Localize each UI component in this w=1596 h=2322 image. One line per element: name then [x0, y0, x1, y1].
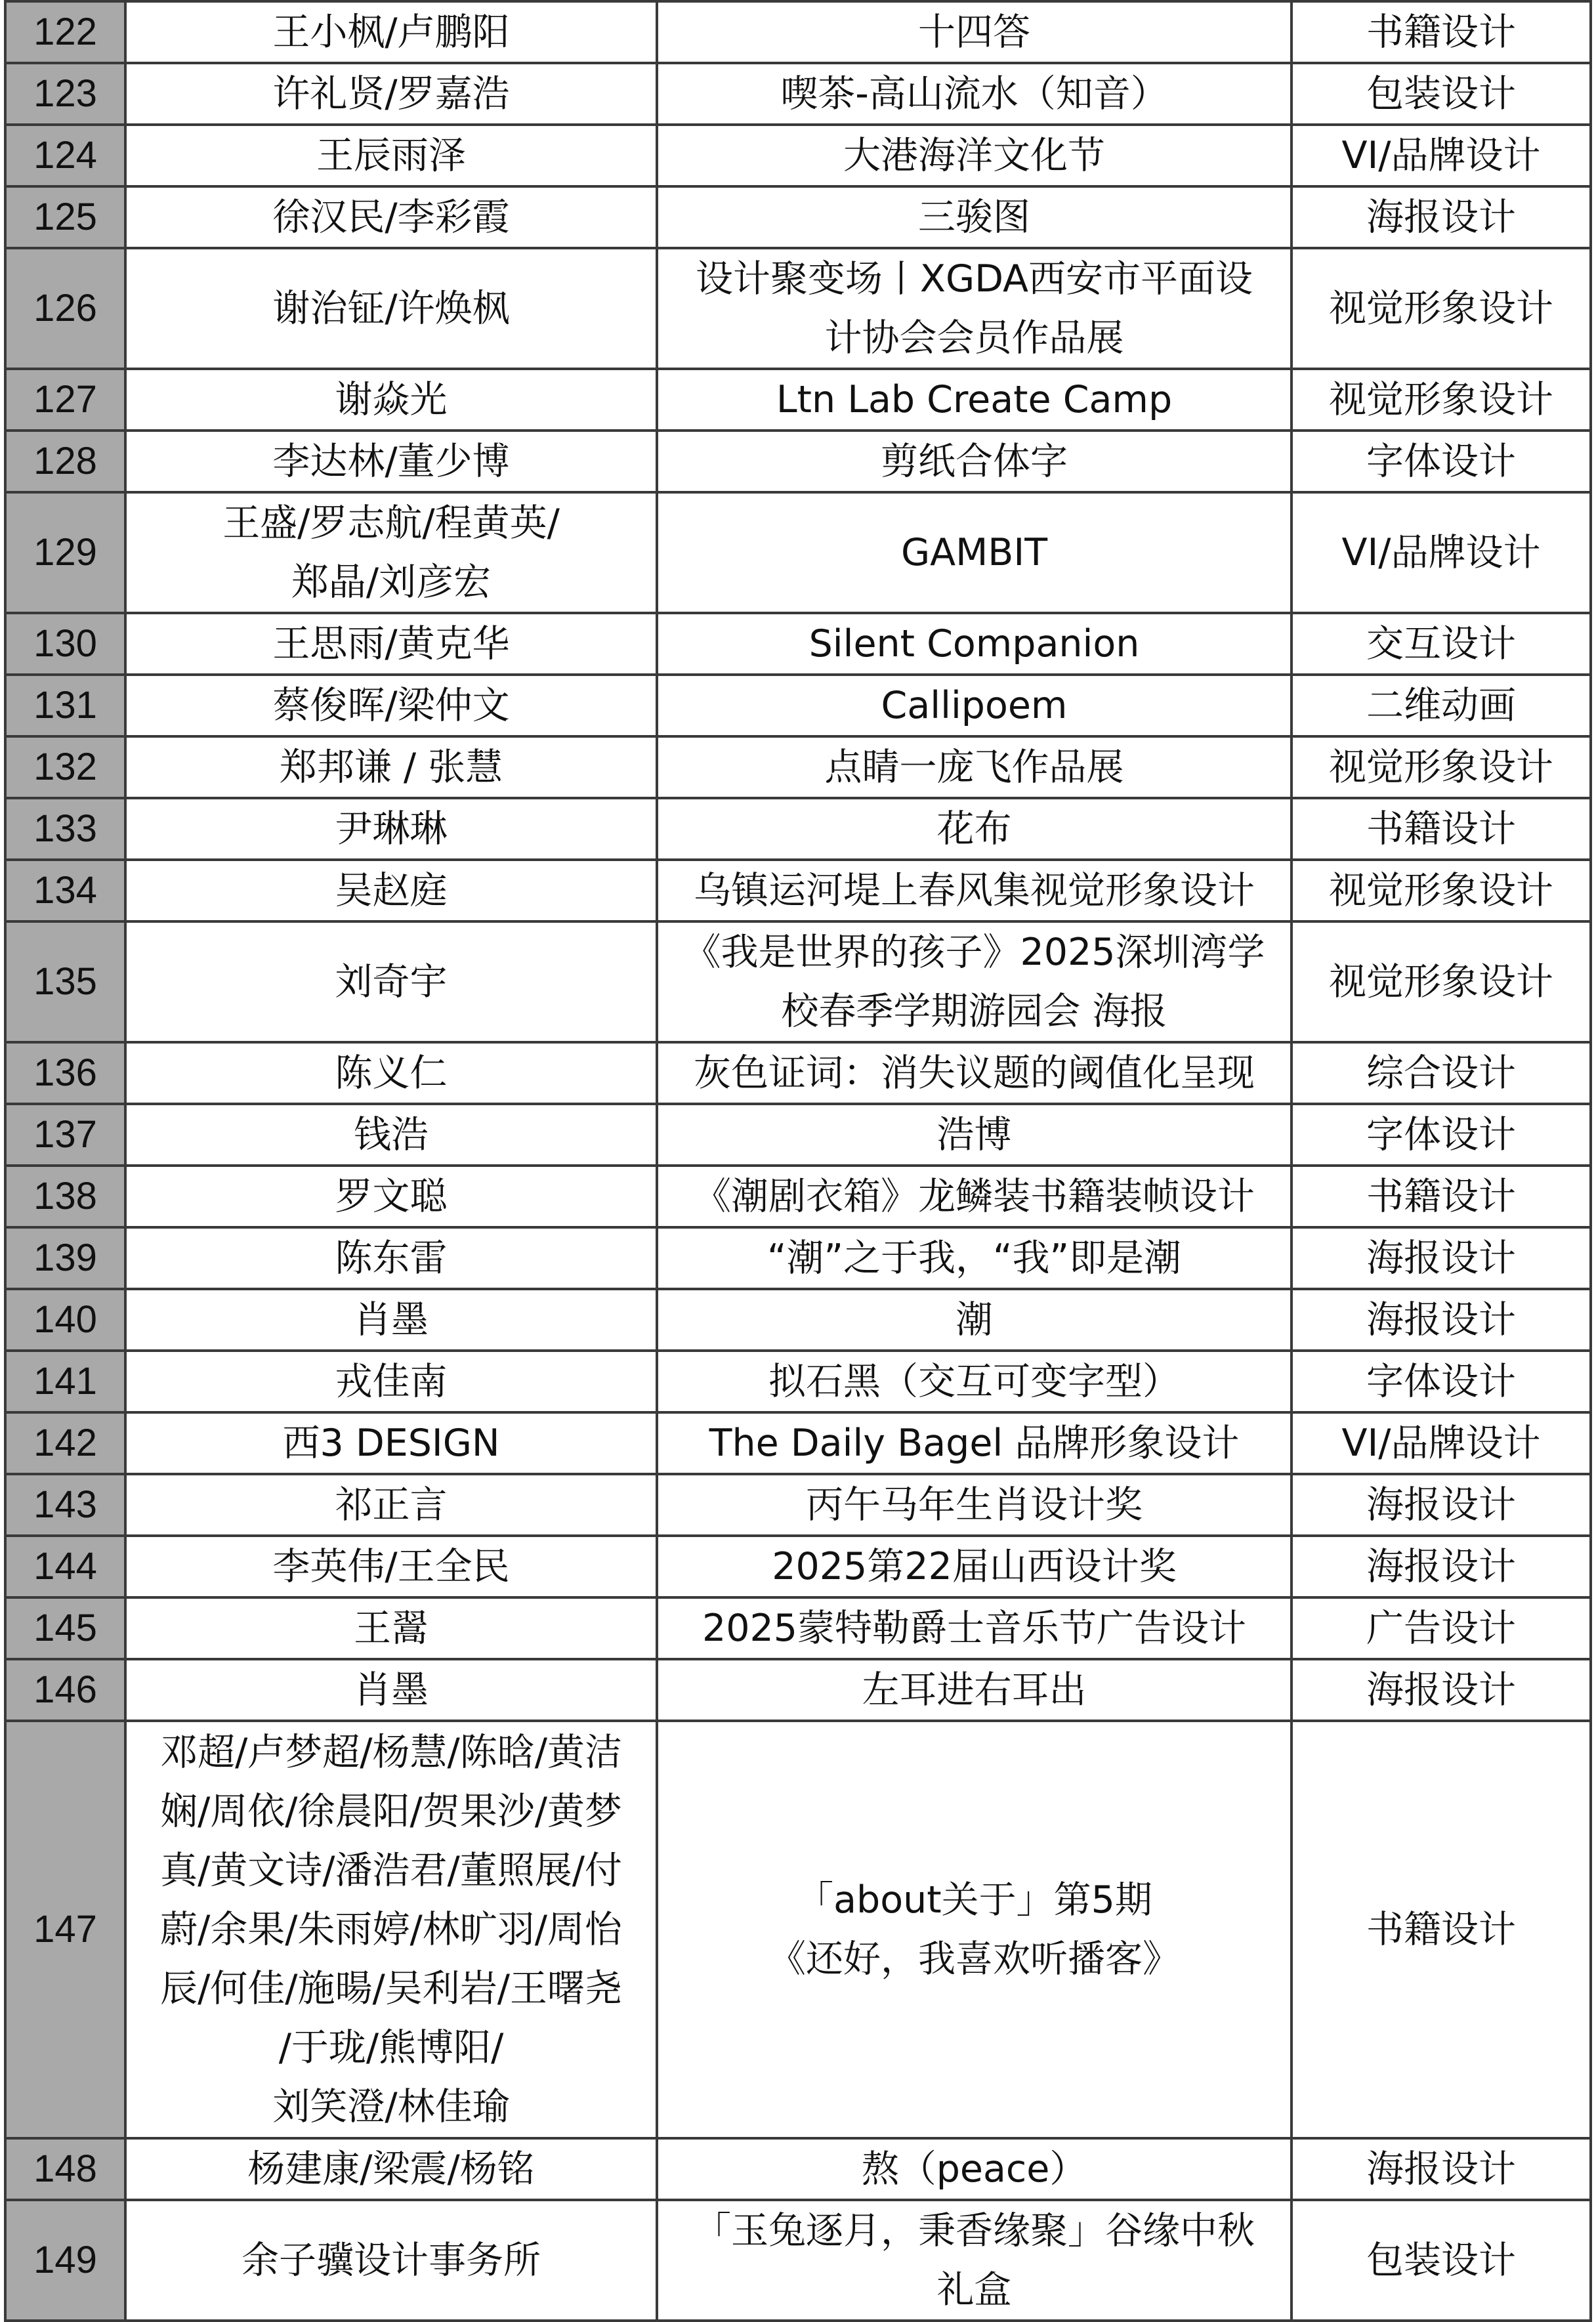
author-line: 戎佳南 — [335, 1360, 448, 1403]
entry-number-cell: 146 — [5, 1659, 125, 1721]
work-title-cell — [657, 2200, 1292, 2321]
author-line: 蔡俊晖/梁仲文 — [272, 684, 510, 727]
entry-number-cell: 140 — [5, 1289, 125, 1351]
work-title-cell — [657, 1, 1292, 63]
category-cell: 包装设计 — [1292, 63, 1591, 125]
entry-number-cell: 135 — [5, 921, 125, 1042]
table-row — [5, 125, 1591, 186]
table-row — [5, 2200, 1591, 2321]
table-row — [5, 248, 1591, 369]
category-cell: 书籍设计 — [1292, 1, 1591, 63]
author-line: 刘笑澄/林佳瑜 — [272, 2085, 510, 2128]
work-title-cell — [657, 798, 1292, 860]
table-row — [5, 1289, 1591, 1351]
category-cell: 海报设计 — [1292, 1659, 1591, 1721]
work-title-cell — [657, 1166, 1292, 1227]
author-line: 李达林/董少博 — [272, 440, 510, 483]
work-title-line: 2025蒙特勒爵士音乐节广告设计 — [702, 1607, 1247, 1650]
entry-number-cell: 126 — [5, 248, 125, 369]
table-row — [5, 1536, 1591, 1597]
work-title-line: 花布 — [936, 807, 1012, 851]
entry-number-cell: 129 — [5, 492, 125, 613]
author-cell — [125, 1, 657, 63]
author-line: 许礼贤/罗嘉浩 — [272, 72, 510, 116]
author-line: 郑邦谦 / 张慧 — [279, 746, 503, 789]
author-cell — [125, 1536, 657, 1597]
author-cell — [125, 860, 657, 921]
work-title-line: 「玉兔逐月，秉香缘聚」谷缘中秋 — [694, 2209, 1255, 2252]
author-line: 肖墨 — [354, 1668, 429, 1712]
author-line: 蔚/余果/朱雨婷/林旷羽/周怡 — [160, 1908, 622, 1951]
category-cell: 视觉形象设计 — [1292, 248, 1591, 369]
category-cell: 交互设计 — [1292, 613, 1591, 675]
author-line: 娴/周依/徐晨阳/贺果沙/黄梦 — [160, 1790, 622, 1833]
entry-number-cell: 145 — [5, 1597, 125, 1659]
category-cell: 海报设计 — [1292, 1227, 1591, 1289]
entry-number-cell: 127 — [5, 369, 125, 431]
table-row — [5, 1412, 1591, 1474]
table-row — [5, 921, 1591, 1042]
work-title-line: 大港海洋文化节 — [843, 134, 1105, 177]
entry-number-cell: 148 — [5, 2138, 125, 2200]
entry-number-cell: 123 — [5, 63, 125, 125]
author-line: 罗文聪 — [335, 1175, 448, 1218]
category-cell: 海报设计 — [1292, 1289, 1591, 1351]
category-cell: 视觉形象设计 — [1292, 921, 1591, 1042]
table-row — [5, 492, 1591, 613]
work-title-line: GAMBIT — [900, 531, 1048, 574]
category-cell: 综合设计 — [1292, 1042, 1591, 1104]
category-cell: 书籍设计 — [1292, 798, 1591, 860]
author-cell — [125, 921, 657, 1042]
table-row — [5, 1166, 1591, 1227]
category-cell: 广告设计 — [1292, 1597, 1591, 1659]
author-line: 徐汉民/李彩霞 — [272, 196, 510, 239]
work-title-cell — [657, 1227, 1292, 1289]
work-title-cell — [657, 1721, 1292, 2138]
work-title-cell — [657, 369, 1292, 431]
author-line: 陈东雷 — [335, 1236, 448, 1280]
table-row — [5, 736, 1591, 798]
work-title-line: The Daily Bagel 品牌形象设计 — [709, 1422, 1240, 1465]
table-row — [5, 1474, 1591, 1536]
work-title-line: 「about关于」第5期 — [796, 1878, 1152, 1922]
work-title-cell — [657, 921, 1292, 1042]
work-title-line: 礼盒 — [936, 2268, 1012, 2311]
category-cell: VI/品牌设计 — [1292, 125, 1591, 186]
work-title-cell — [657, 1289, 1292, 1351]
table-row — [5, 186, 1591, 248]
work-title-line: 浩博 — [936, 1113, 1012, 1156]
author-line: 尹琳琳 — [335, 807, 448, 851]
table-row — [5, 369, 1591, 431]
table-row — [5, 1351, 1591, 1412]
author-cell — [125, 1659, 657, 1721]
entries-table — [4, 0, 1592, 2322]
work-title-line: 乌镇运河堤上春风集视觉形象设计 — [694, 869, 1255, 912]
entry-number-cell: 133 — [5, 798, 125, 860]
work-title-line: 潮 — [956, 1298, 993, 1341]
category-cell: VI/品牌设计 — [1292, 1412, 1591, 1474]
author-line: 王辰雨泽 — [316, 134, 466, 177]
category-cell: 包装设计 — [1292, 2200, 1591, 2321]
table-row — [5, 1104, 1591, 1166]
table-row — [5, 1042, 1591, 1104]
author-line: 西3 DESIGN — [282, 1422, 500, 1465]
table-row — [5, 1597, 1591, 1659]
work-title-line: 拟石黑（交互可变字型） — [768, 1360, 1180, 1403]
category-cell: 字体设计 — [1292, 1104, 1591, 1166]
category-cell: VI/品牌设计 — [1292, 492, 1591, 613]
work-title-line: 《我是世界的孩子》2025深圳湾学 — [683, 931, 1265, 974]
table-row — [5, 860, 1591, 921]
author-cell — [125, 1721, 657, 2138]
author-line: 吴赵庭 — [335, 869, 448, 912]
entry-number-cell: 149 — [5, 2200, 125, 2321]
category-cell: 视觉形象设计 — [1292, 736, 1591, 798]
table-row — [5, 1227, 1591, 1289]
author-line: 钱浩 — [354, 1113, 429, 1156]
table-row — [5, 1721, 1591, 2138]
work-title-line: 灰色证词：消失议题的阈值化呈现 — [694, 1051, 1255, 1095]
author-cell — [125, 1597, 657, 1659]
author-cell — [125, 798, 657, 860]
author-cell — [125, 125, 657, 186]
author-line: 郑晶/刘彦宏 — [291, 560, 492, 604]
work-title-cell — [657, 1412, 1292, 1474]
work-title-cell — [657, 1597, 1292, 1659]
work-title-line: 校春季学期游园会 海报 — [781, 990, 1167, 1033]
author-cell — [125, 1166, 657, 1227]
author-line: 刘奇宇 — [335, 960, 448, 1003]
author-cell — [125, 675, 657, 736]
work-title-cell — [657, 1474, 1292, 1536]
entry-number-cell: 122 — [5, 1, 125, 63]
work-title-line: 《还好，我喜欢听播客》 — [768, 1937, 1180, 1981]
author-cell — [125, 186, 657, 248]
table-row — [5, 431, 1591, 492]
author-cell — [125, 2138, 657, 2200]
table-row — [5, 798, 1591, 860]
work-title-line: 计协会会员作品展 — [824, 316, 1124, 360]
work-title-cell — [657, 186, 1292, 248]
table-row — [5, 1, 1591, 63]
work-title-line: Silent Companion — [808, 622, 1140, 665]
work-title-line: 三骏图 — [918, 196, 1030, 239]
author-line: 王盛/罗志航/程黄英/ — [222, 501, 560, 545]
work-title-line: 点睛一庞飞作品展 — [824, 746, 1124, 789]
work-title-cell — [657, 2138, 1292, 2200]
author-cell — [125, 2200, 657, 2321]
work-title-line: 熬（peace） — [861, 2147, 1087, 2191]
author-line: 杨建康/梁震/杨铭 — [247, 2147, 535, 2191]
table-row — [5, 1659, 1591, 1721]
author-cell — [125, 63, 657, 125]
category-cell: 字体设计 — [1292, 1351, 1591, 1412]
table-row — [5, 613, 1591, 675]
category-cell: 海报设计 — [1292, 1536, 1591, 1597]
work-title-line: 剪纸合体字 — [881, 440, 1068, 483]
table-row — [5, 675, 1591, 736]
category-cell: 二维动画 — [1292, 675, 1591, 736]
work-title-line: 丙午马年生肖设计奖 — [806, 1483, 1143, 1527]
work-title-line: 十四答 — [918, 11, 1030, 54]
author-line: 李英伟/王全民 — [272, 1545, 510, 1588]
category-cell: 海报设计 — [1292, 1474, 1591, 1536]
author-line: 谢治钲/许焕枫 — [272, 287, 510, 330]
entry-number-cell: 132 — [5, 736, 125, 798]
entry-number-cell: 125 — [5, 186, 125, 248]
category-cell: 书籍设计 — [1292, 1721, 1591, 2138]
author-cell — [125, 1042, 657, 1104]
entry-number-cell: 137 — [5, 1104, 125, 1166]
entry-number-cell: 141 — [5, 1351, 125, 1412]
author-line: 谢焱光 — [335, 378, 448, 421]
author-line: 辰/何佳/施暘/吴利岩/王曙尧 — [160, 1967, 622, 2010]
work-title-cell — [657, 492, 1292, 613]
work-title-cell — [657, 1659, 1292, 1721]
work-title-line: 喫茶-高山流水（知音） — [780, 72, 1168, 116]
author-line: 王小枫/卢鹏阳 — [272, 11, 510, 54]
work-title-cell — [657, 613, 1292, 675]
entry-number-cell: 147 — [5, 1721, 125, 2138]
author-cell — [125, 1227, 657, 1289]
author-line: 王翯 — [354, 1607, 429, 1650]
work-title-cell — [657, 125, 1292, 186]
entry-number-cell: 139 — [5, 1227, 125, 1289]
entry-number-cell: 124 — [5, 125, 125, 186]
work-title-cell — [657, 248, 1292, 369]
table-row — [5, 2138, 1591, 2200]
work-title-line: 2025第22届山西设计奖 — [772, 1545, 1177, 1588]
author-line: 余子骥设计事务所 — [242, 2239, 541, 2282]
author-cell — [125, 736, 657, 798]
category-cell: 海报设计 — [1292, 186, 1591, 248]
work-title-line: 设计聚变场丨XGDA西安市平面设 — [695, 257, 1253, 301]
author-cell — [125, 369, 657, 431]
author-cell — [125, 1351, 657, 1412]
author-line: 陈义仁 — [335, 1051, 448, 1095]
entry-number-cell: 144 — [5, 1536, 125, 1597]
category-cell: 视觉形象设计 — [1292, 369, 1591, 431]
author-cell — [125, 1104, 657, 1166]
work-title-cell — [657, 1351, 1292, 1412]
category-cell: 视觉形象设计 — [1292, 860, 1591, 921]
work-title-cell — [657, 860, 1292, 921]
work-title-cell — [657, 1042, 1292, 1104]
category-cell: 字体设计 — [1292, 431, 1591, 492]
category-cell: 书籍设计 — [1292, 1166, 1591, 1227]
author-cell — [125, 248, 657, 369]
author-line: /于珑/熊博阳/ — [278, 2026, 504, 2069]
work-title-line: Ltn Lab Create Camp — [776, 378, 1173, 421]
entry-number-cell: 138 — [5, 1166, 125, 1227]
work-title-cell — [657, 1536, 1292, 1597]
table-row — [5, 63, 1591, 125]
author-line: 王思雨/黄克华 — [272, 622, 510, 665]
work-title-cell — [657, 63, 1292, 125]
work-title-cell — [657, 431, 1292, 492]
author-line: 邓超/卢梦超/杨慧/陈晗/黄洁 — [160, 1731, 622, 1774]
entry-number-cell: 131 — [5, 675, 125, 736]
entry-number-cell: 142 — [5, 1412, 125, 1474]
author-line: 肖墨 — [354, 1298, 429, 1341]
author-cell — [125, 431, 657, 492]
entry-number-cell: 128 — [5, 431, 125, 492]
work-title-line: Callipoem — [881, 684, 1068, 727]
work-title-line: 《潮剧衣箱》龙鳞装书籍装帧设计 — [694, 1175, 1255, 1218]
entry-number-cell: 130 — [5, 613, 125, 675]
work-title-cell — [657, 736, 1292, 798]
work-title-line: “潮”之于我，“我”即是潮 — [766, 1236, 1182, 1280]
work-title-line: 左耳进右耳出 — [862, 1668, 1087, 1712]
author-cell — [125, 1412, 657, 1474]
author-line: 祁正言 — [335, 1483, 448, 1527]
work-title-cell — [657, 1104, 1292, 1166]
entry-number-cell: 143 — [5, 1474, 125, 1536]
author-cell — [125, 1474, 657, 1536]
category-cell: 海报设计 — [1292, 2138, 1591, 2200]
entries-table-body — [5, 1, 1591, 2321]
author-line: 真/黄文诗/潘浩君/董照展/付 — [160, 1849, 622, 1892]
work-title-cell — [657, 675, 1292, 736]
entry-number-cell: 136 — [5, 1042, 125, 1104]
author-cell — [125, 1289, 657, 1351]
author-cell — [125, 613, 657, 675]
entry-number-cell: 134 — [5, 860, 125, 921]
author-cell — [125, 492, 657, 613]
